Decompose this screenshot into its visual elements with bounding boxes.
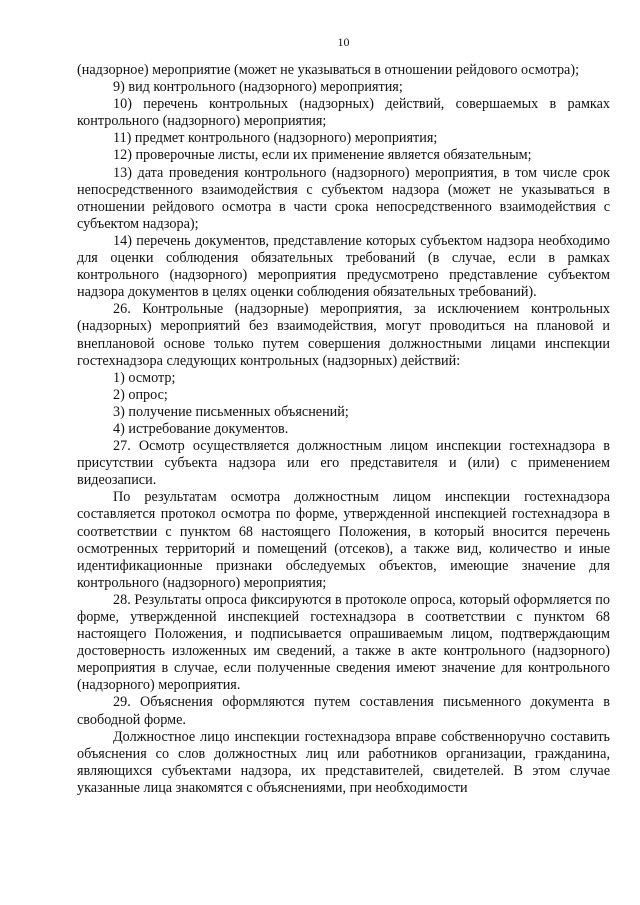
paragraph: 3) получение письменных объяснений; — [113, 403, 349, 420]
paragraph: 1) осмотр; — [113, 369, 176, 386]
paragraph: 10) перечень контрольных (надзорных) действий, совершаемых в рамках контрольного (надзорного) мероприятия; — [77, 96, 610, 130]
paragraph: 2) опрос; — [113, 386, 168, 403]
paragraph: 11) предмет контрольного (надзорного) мероприятия; — [113, 130, 438, 147]
paragraph: 12) проверочные листы, если их применение является обязательным; — [113, 147, 532, 164]
paragraph: По результатам осмотра должностным лицом инспекции гостехнадзора составляется протокол осмотра по форме, утвержденной инспекцией гостехнадзора в соответствии с пунктом 68 настоящего Положения, в который вносится перечень осмотренных территорий и помещений (отсеков), а также вид, количество и иные идентификационные признаки обследуемых объектов, имеющие значение для контрольного (надзорного) мероприятия; — [77, 489, 610, 591]
document-page — [77, 34, 610, 797]
paragraph: 9) вид контрольного (надзорного) мероприятия; — [113, 79, 403, 96]
paragraph: Должностное лицо инспекции гостехнадзора вправе собственноручно составить объяснения со слов должностных лиц или работников организации, гражданина, являющихся субъектами надзора, их представителей, свидетелей. В этом случае указанные лица знакомятся с объяснениями, при необходимости — [77, 728, 610, 796]
paragraph: 28. Результаты опроса фиксируются в протоколе опроса, который оформляется по форме, утвержденной инспекцией гостехнадзора в соответствии с пунктом 68 настоящего Положения, и подписывается опрашиваемым лицом, подтверждающим достоверность изложенных им сведений, а также в акте контрольного (надзорного) мероприятия в случае, если полученные сведения имеют значение для контрольного (надзорного) мероприятия. — [77, 591, 610, 694]
paragraph: 26. Контрольные (надзорные) мероприятия, за исключением контрольных (надзорных) мероприятий без взаимодействия, могут проводиться на плановой и внеплановой основе только путем совершения должностными лицами инспекции гостехнадзора следующих контрольных (надзорных) действий: — [77, 301, 610, 369]
paragraph: 27. Осмотр осуществляется должностным лицом инспекции гостехнадзора в присутствии субъекта надзора или его представителя и (или) с применением видеозаписи. — [77, 438, 610, 489]
page-number: 10 — [337, 35, 350, 49]
paragraph: 4) истребование документов. — [113, 420, 289, 437]
paragraph: 14) перечень документов, представление которых субъектом надзора необходимо для оценки соблюдения обязательных требований (в случае, если в рамках контрольного (надзорного) мероприятия предусмотрено представление субъектом надзора документов в целях оценки соблюдения обязательных требований). — [77, 232, 610, 301]
paragraph: 13) дата проведения контрольного (надзорного) мероприятия, в том числе срок непосредственного взаимодействия с субъектом надзора (может не указываться в отношении рейдового осмотра в части срока непосредственного взаимодействия с субъектом надзора); — [77, 164, 610, 232]
document-body — [77, 62, 610, 797]
paragraph: 29. Объяснения оформляются путем составления письменного документа в свободной форме. — [77, 694, 610, 728]
paragraph: (надзорное) мероприятие (может не указываться в отношении рейдового осмотра); — [77, 62, 580, 78]
